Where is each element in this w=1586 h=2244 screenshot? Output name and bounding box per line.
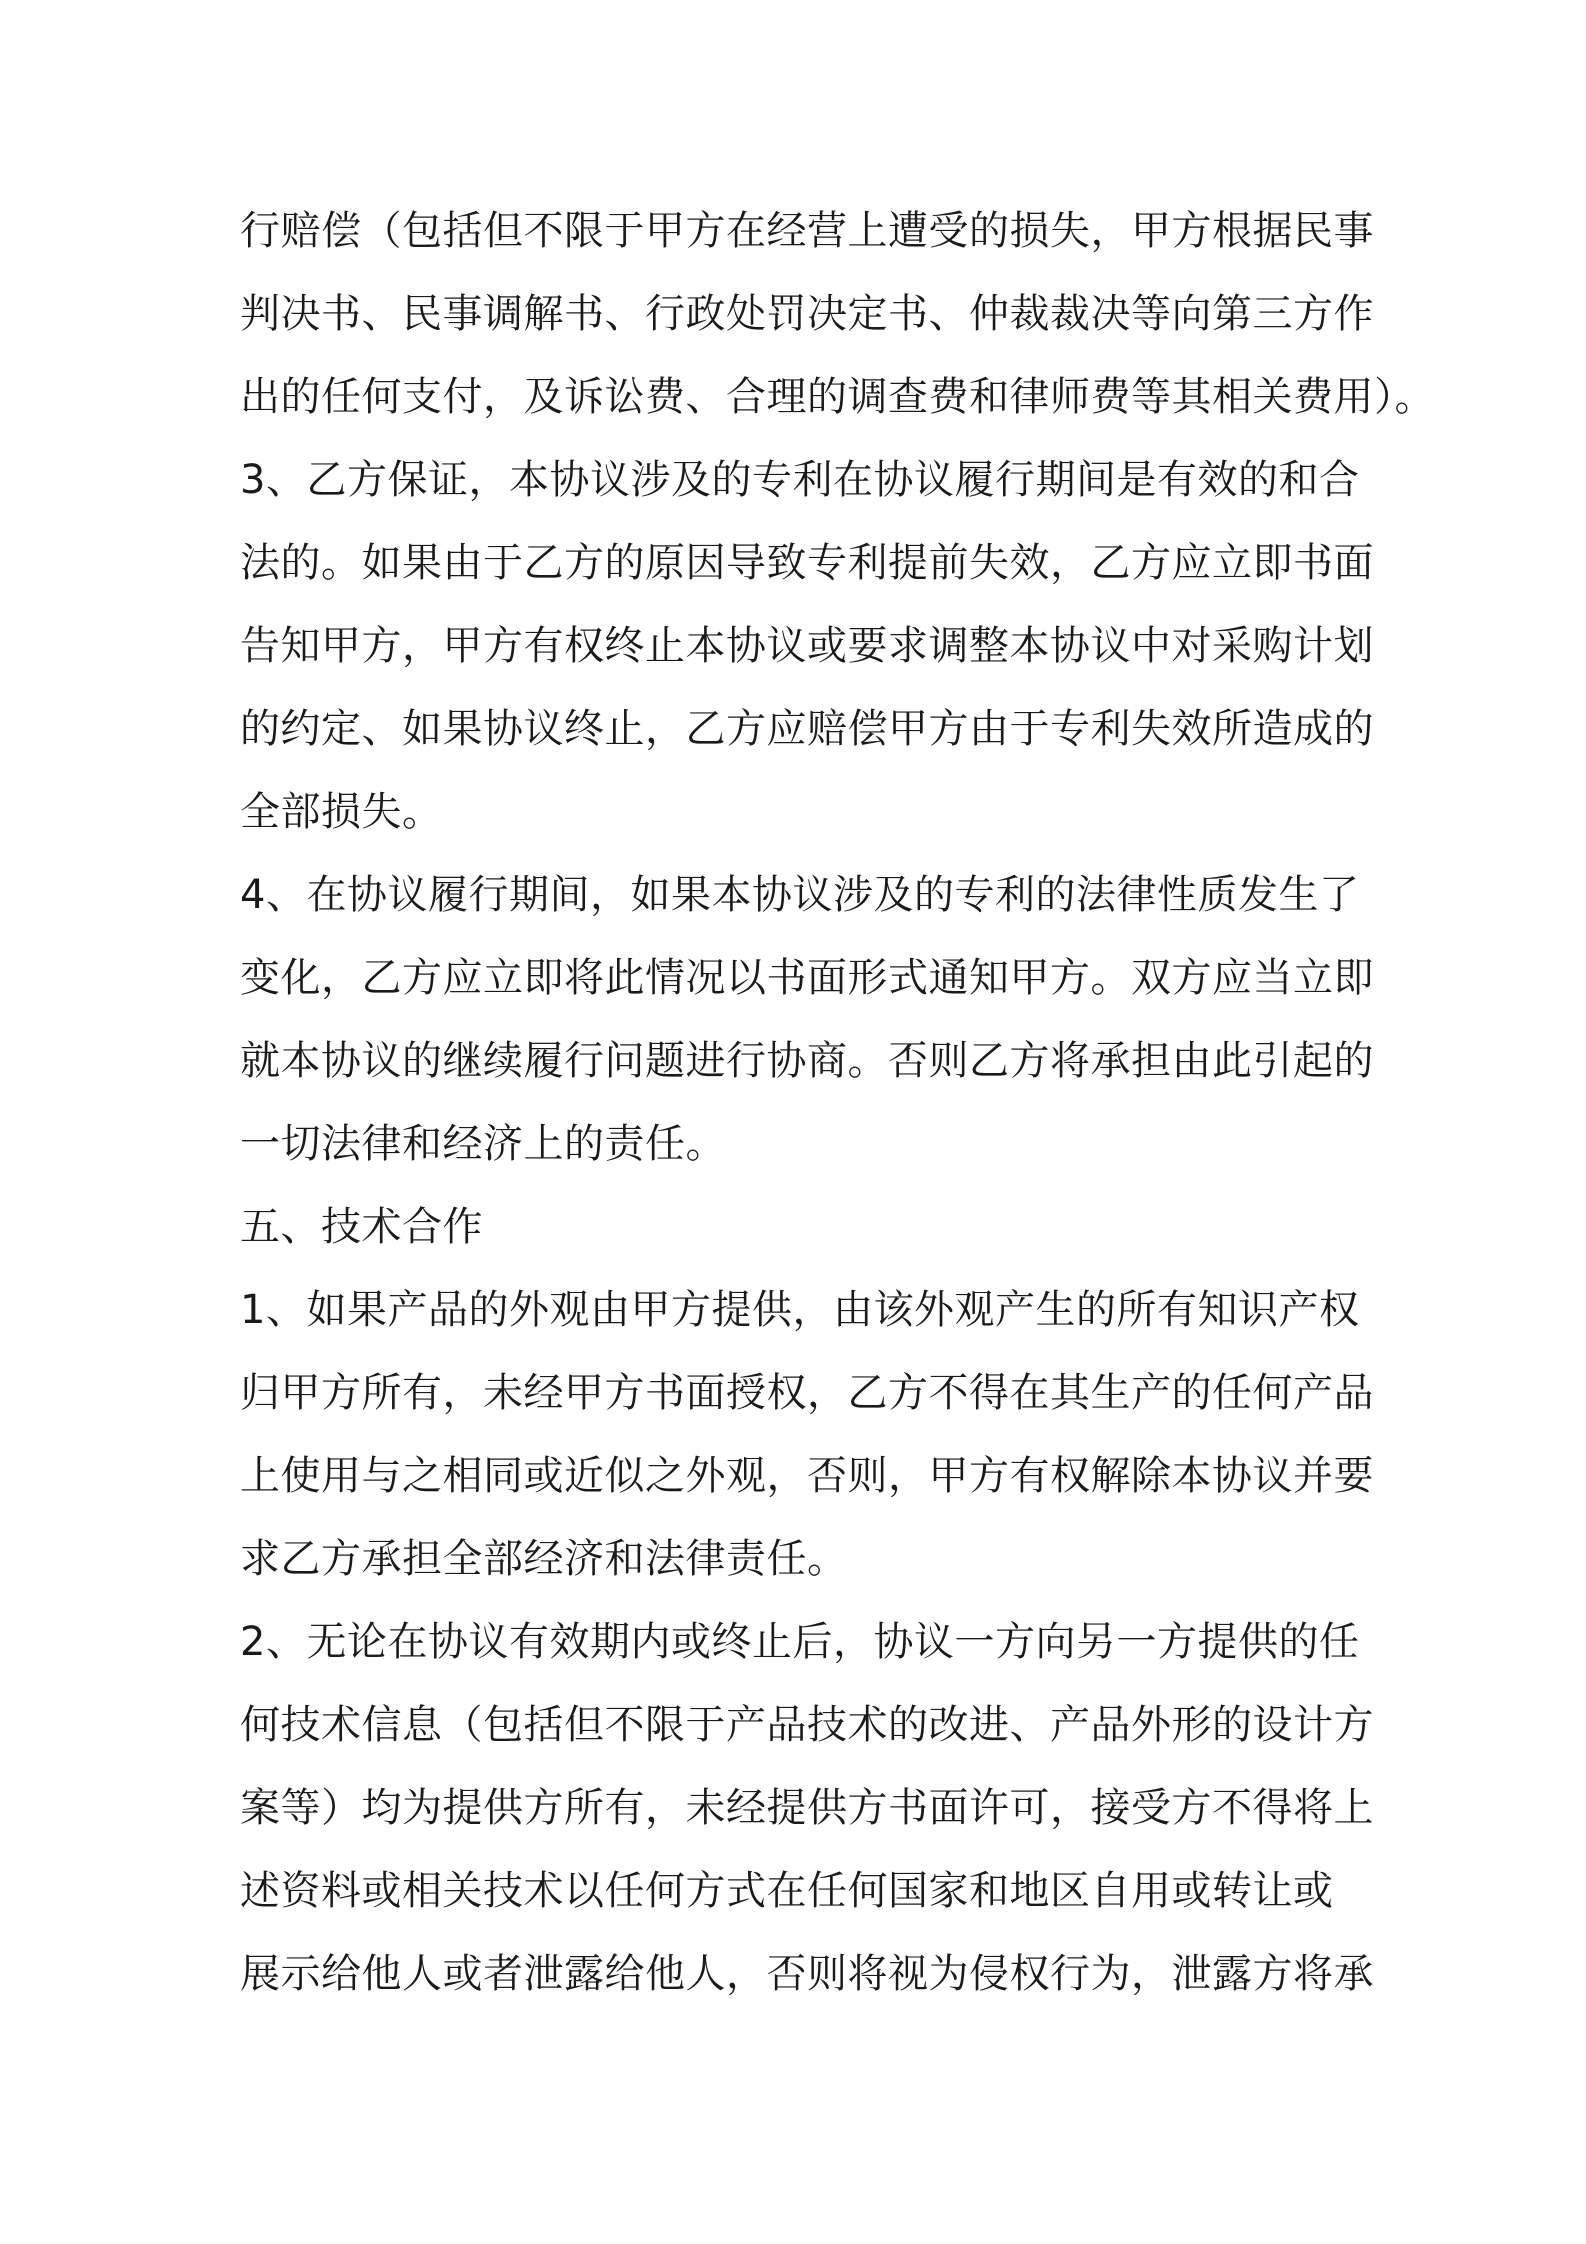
clause-1-line: 1、如果产品的外观由甲方提供，由该外观产生的所有知识产权	[240, 1287, 1360, 1333]
document-body	[240, 190, 1435, 2016]
text-line: 述资料或相关技术以任何方式在任何国家和地区自用或转让或	[240, 1868, 1334, 1914]
text-line: 就本协议的继续履行问题进行协商。否则乙方将承担由此引起的	[240, 1038, 1374, 1084]
text-line: 展示给他人或者泄露给他人，否则将视为侵权行为，泄露方将承	[240, 1951, 1374, 1997]
text-line: 上使用与之相同或近似之外观，否则，甲方有权解除本协议并要	[240, 1453, 1374, 1499]
text-line: 出的任何支付，及诉讼费、合理的调查费和律师费等其相关费用）。	[240, 374, 1435, 420]
text-line: 求乙方承担全部经济和法律责任。	[240, 1536, 848, 1582]
text-line: 案等）均为提供方所有，未经提供方书面许可，接受方不得将上	[240, 1785, 1374, 1831]
clause-3-line: 3、乙方保证，本协议涉及的专利在协议履行期间是有效的和合	[240, 457, 1360, 503]
text-line: 归甲方所有，未经甲方书面授权，乙方不得在其生产的任何产品	[240, 1370, 1374, 1416]
clause-4-line: 4、在协议履行期间，如果本协议涉及的专利的法律性质发生了	[240, 872, 1360, 918]
text-line: 法的。如果由于乙方的原因导致专利提前失效，乙方应立即书面	[240, 540, 1374, 586]
text-line: 一切法律和经济上的责任。	[240, 1121, 726, 1167]
text-line: 行赔偿（包括但不限于甲方在经营上遭受的损失，甲方根据民事	[240, 208, 1374, 254]
clause-2-line: 2、无论在协议有效期内或终止后，协议一方向另一方提供的任	[240, 1619, 1360, 1665]
text-line: 判决书、民事调解书、行政处罚决定书、仲裁裁决等向第三方作	[240, 291, 1374, 337]
text-line: 何技术信息（包括但不限于产品技术的改进、产品外形的设计方	[240, 1702, 1374, 1748]
text-line: 变化，乙方应立即将此情况以书面形式通知甲方。双方应当立即	[240, 955, 1374, 1001]
text-line: 告知甲方，甲方有权终止本协议或要求调整本协议中对采购计划	[240, 623, 1374, 669]
text-line: 全部损失。	[240, 789, 443, 835]
text-line: 的约定、如果协议终止，乙方应赔偿甲方由于专利失效所造成的	[240, 706, 1374, 752]
section-heading: 五、技术合作	[240, 1204, 483, 1250]
